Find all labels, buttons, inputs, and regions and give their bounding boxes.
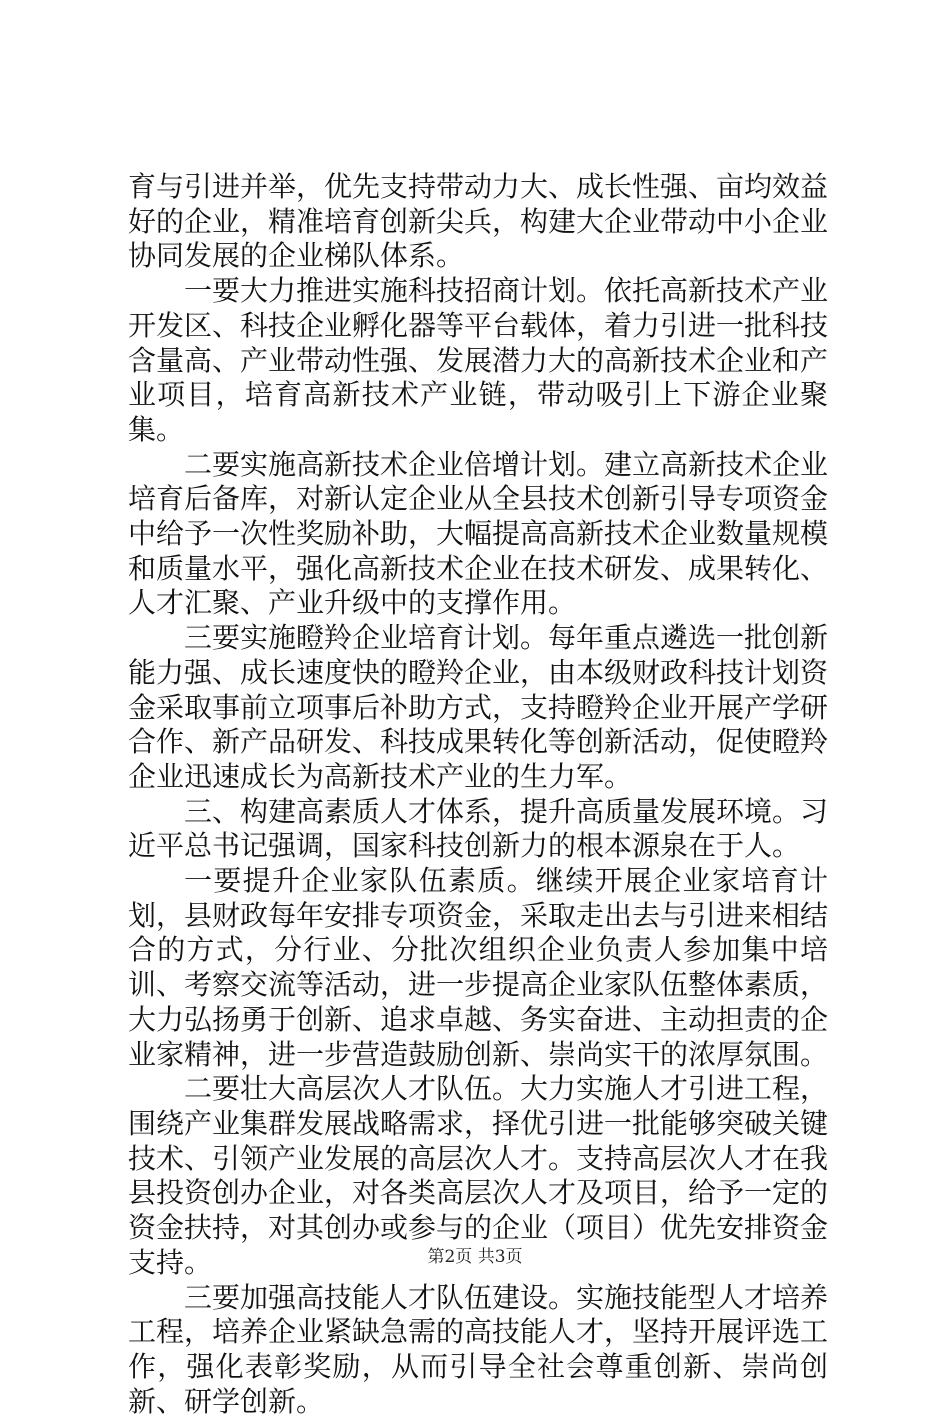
paragraph-7: 二要壮大高层次人才队伍。大力实施人才引进工程，围绕产业集群发展战略需求，择优引进一批能够突破关键技术、引领产业发展的高层次人才。支持高层次人才在我县投资创办企业，对各类高层次人才及项目，给予一定的资金扶持，对其创办或参与的企业（项目）优先安排资金支持。 xyxy=(128,1072,828,1280)
paragraph-8: 三要加强高技能人才队伍建设。实施技能型人才培养工程，培养企业紧缺急需的高技能人才，坚持开展评选工作，强化表彰奖励，从而引导全社会尊重创新、崇尚创新、研学创新。 xyxy=(128,1281,828,1419)
section-heading-paragraph: 三、构建高素质人才体系，提升高质量发展环境。习近平总书记强调，国家科技创新力的根本源泉在于人。 xyxy=(128,795,828,864)
page-number-footer: 第2页 共3页 xyxy=(0,1246,950,1268)
paragraph-6: 一要提升企业家队伍素质。继续开展企业家培育计划，县财政每年安排专项资金，采取走出去与引进来相结合的方式，分行业、分批次组织企业负责人参加集中培训、考察交流等活动，进一步提高企业家队伍整体素质，大力弘扬勇于创新、追求卓越、务实奋进、主动担责的企业家精神，进一步营造鼓励创新、崇尚实干的浓厚氛围。 xyxy=(128,864,828,1072)
paragraph-2: 一要大力推进实施科技招商计划。依托高新技术产业开发区、科技企业孵化器等平台载体，着力引进一批科技含量高、产业带动性强、发展潜力大的高新技术企业和产业项目，培育高新技术产业链，带动吸引上下游企业聚集。 xyxy=(128,274,828,448)
paragraph-4: 三要实施瞪羚企业培育计划。每年重点遴选一批创新能力强、成长速度快的瞪羚企业，由本级财政科技计划资金采取事前立项事后补助方式，支持瞪羚企业开展产学研合作、新产品研发、科技成果转化等创新活动，促使瞪羚企业迅速成长为高新技术产业的生力军。 xyxy=(128,621,828,795)
document-body xyxy=(128,170,828,1419)
paragraph-3: 二要实施高新技术企业倍增计划。建立高新技术企业培育后备库，对新认定企业从全县技术创新引导专项资金中给予一次性奖励补助，大幅提高高新技术企业数量规模和质量水平，强化高新技术企业在技术研发、成果转化、人才汇聚、产业升级中的支撑作用。 xyxy=(128,448,828,622)
paragraph-1: 育与引进并举，优先支持带动力大、成长性强、亩均效益好的企业，精准培育创新尖兵，构建大企业带动中小企业协同发展的企业梯队体系。 xyxy=(128,170,828,274)
